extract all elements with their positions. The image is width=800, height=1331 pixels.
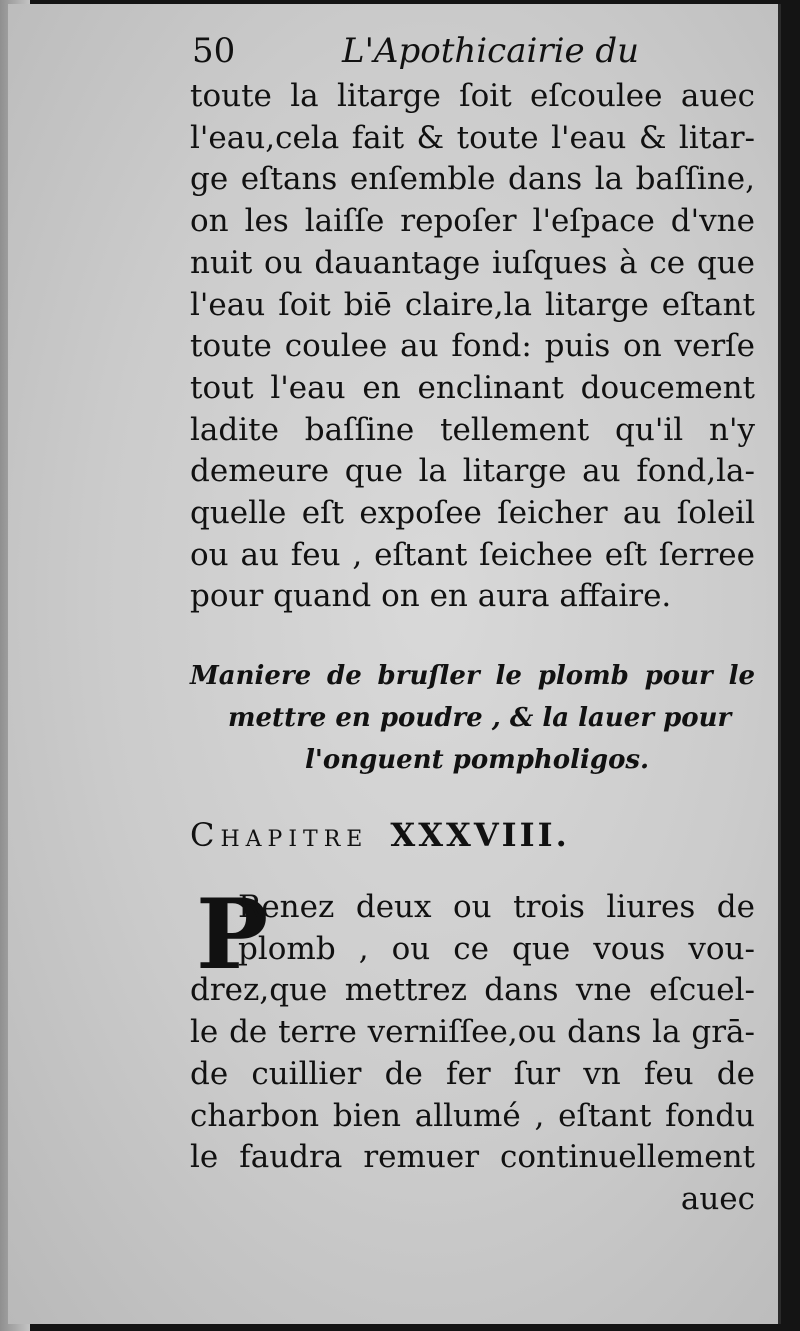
text-line: toute coulee au fond: puis on verſe [190, 328, 755, 365]
text-line: l'eau ſoit biē claire,la litarge eſtant [190, 286, 755, 323]
text-line: tout l'eau en enclinant doucement [190, 369, 755, 406]
text-line: ge eſtans enſemble dans la baſſine, [190, 161, 755, 198]
text-line: Renez deux ou trois liures de [238, 889, 755, 925]
paragraph-1 [190, 76, 755, 618]
text-line: plomb , ou ce que vous vou- [238, 930, 755, 967]
chapter-label: Chapitre [190, 816, 369, 854]
drop-cap: P [196, 878, 269, 991]
text-line: de cuillier de fer ſur vn feu de [190, 1055, 755, 1092]
text-line: on les laiſſe repoſer l'eſpace d'vne [190, 203, 755, 240]
text-line: ou au feu , eſtant ſeichee eſt ſerree [190, 536, 755, 573]
heading-line: mettre en poudre , & la lauer pour [228, 703, 732, 733]
section-heading [190, 655, 755, 781]
text-line: le faudra remuer continuellement [190, 1139, 755, 1176]
chapter-number: XXXVIII. [390, 816, 570, 854]
page-header [192, 26, 752, 76]
page-number: 50 [192, 31, 236, 71]
text-line: l'eau,cela fait & toute l'eau & litar- [190, 119, 755, 156]
chapter-title [190, 810, 755, 860]
heading-line: l'onguent pompholigos. [305, 745, 650, 775]
paragraph-2 [190, 878, 755, 1221]
text-line: le de terre verniſſee,ou dans la grā- [190, 1014, 755, 1051]
running-head: L'Apothicairie du [342, 31, 640, 71]
text-line: pour quand on en aura affaire. [190, 578, 672, 615]
text-line: demeure que la litarge au fond,la- [190, 453, 755, 490]
text-line: ladite baſſine tellement qu'il n'y [190, 411, 755, 448]
catchword: auec [680, 1180, 755, 1217]
heading-line: Maniere de bruſler le plomb pour le [190, 661, 755, 691]
text-line: nuit ou dauantage iuſques à ce que [190, 244, 755, 281]
text-line: quelle eſt expoſee ſeicher au ſoleil [190, 495, 755, 532]
text-line: toute la litarge ſoit eſcoulee auec [190, 78, 755, 114]
text-line: drez,que mettrez dans vne eſcuel- [190, 972, 755, 1009]
text-line: charbon bien allumé , eſtant fondu [190, 1097, 755, 1134]
